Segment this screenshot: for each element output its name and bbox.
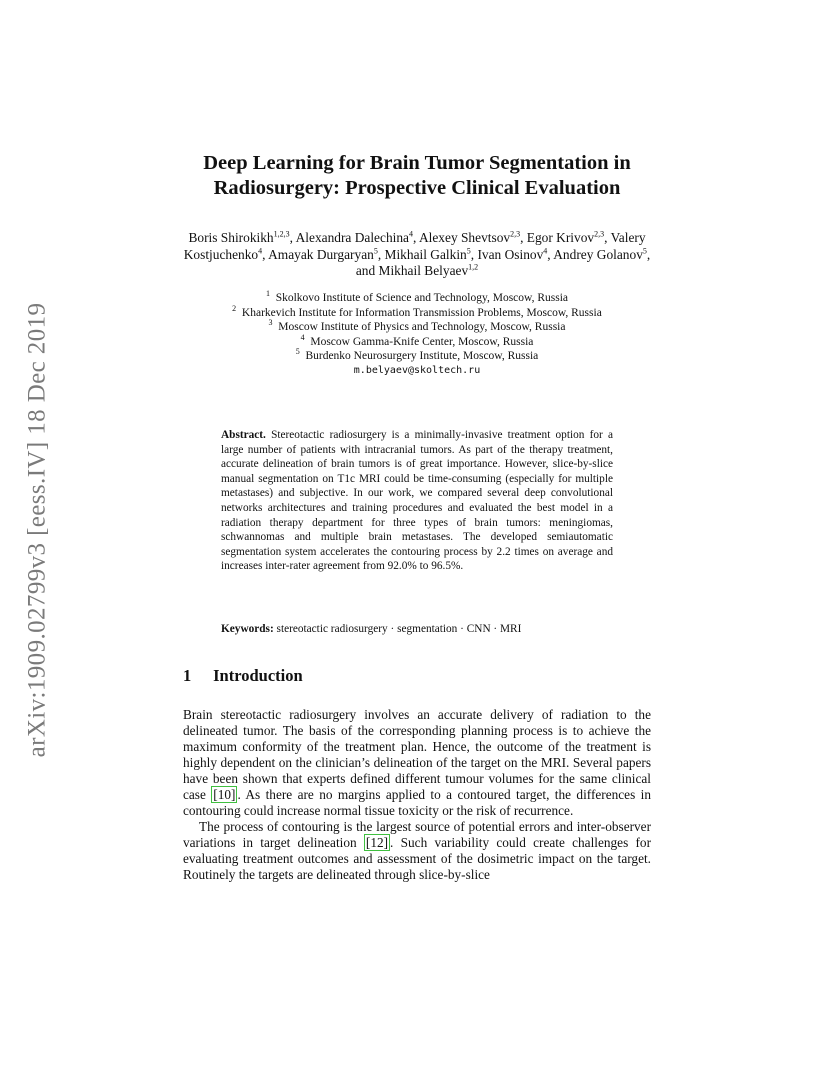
affiliation-text: Burdenko Neurosurgery Institute, Moscow, Russia [305,350,539,363]
affiliation-text: Moscow Gamma-Knife Center, Moscow, Russia [310,335,534,348]
author-name: Boris Shirokikh [188,230,274,245]
paragraph-text: Brain stereotactic radiosurgery involves an accurate delivery of radiation to the delineated tumor. The basis of the corresponding planning process is to achieve the maximum conformity of the treatment plan. Hence, the outcome of the treatment is highly dependent on the clinician’s delineation of the target on the MRI. Several papers have been shown that experts defined different tumour volumes for the same clinical case [183,707,651,802]
affiliation-text: Kharkevich Institute for Information Transmission Problems, Moscow, Russia [241,306,602,319]
affiliation-text: Moscow Institute of Physics and Technology, Moscow, Russia [278,321,566,334]
author-name: Amayak Durgaryan [268,246,374,262]
affiliation-marker: 1,2 [468,262,479,272]
affiliation-number: 2 [232,303,237,313]
arxiv-identifier [14,285,60,775]
author-name: Ivan Osinov [477,246,544,262]
citation-link[interactable]: [10] [213,787,236,802]
paragraph-text: . Such variability could create challenges for evaluating treatment outcomes and assessment of the dosimetric impact on the target. Routinely the targets are delineated through slice-by-slice [183,835,651,882]
abstract [221,428,613,574]
author-list: Boris Shirokikh$^{1,2,3}$, Alexandra Dalechina$^4$, Alexey Shevtsov$^{2,3}$, Egor Krivov$^{2,3}$, Valery Kostjuchenko$^4$, Amayak Durgaryan$^5$, Mikhail Galkin$^5$, Ivan Osinov$^4$, Andrey Golanov$^5$, and Mikhail Belyaev$^{1,2}$ [183,229,651,278]
affiliation-marker: 5 [642,246,647,256]
affiliation-marker: 2,3 [594,229,605,239]
affiliation-marker: 4 [543,246,548,256]
author-name: Valery Kostjuchenko [183,230,646,262]
keywords [221,622,613,637]
author-name: Mikhail Galkin [384,246,467,262]
affiliation-marker: 5 [373,246,378,256]
paper-title: Deep Learning for Brain Tumor Segmentation in Radiosurgery: Prospective Clinical Evaluation [203,152,631,199]
author-name: Alexandra Dalechina [295,230,409,245]
affiliation-line [183,349,651,364]
author-name: Andrey Golanov [553,246,643,262]
keywords-label: Keywords: [221,623,274,635]
keywords-text: stereotactic radiosurgery · segmentation · CNN · MRI [276,623,522,635]
section-heading [183,666,303,686]
affiliation-marker: 4 [409,229,413,239]
paragraph-text: . As there are no margins applied to a contoured target, the differences in contouring could increase normal tissue toxicity or the risk of recurrence. [183,787,651,818]
paragraph [183,707,651,819]
section-number: 1 [183,666,192,685]
citation-link[interactable]: [12] [365,835,389,850]
affiliation-marker: 1,2,3 [273,229,290,239]
affiliation-marker: 4 [258,246,263,256]
abstract-label: Abstract. [221,429,266,441]
affiliation-text: Skolkovo Institute of Science and Technology, Moscow, Russia [275,292,569,304]
affiliation-line [183,320,651,335]
body-text [183,707,651,883]
affiliation-line [183,332,651,350]
affiliation-number: 5 [295,347,300,357]
contact-email: m.belyaev@skoltech.ru [353,364,481,376]
affiliation-marker: 5 [466,246,471,256]
paragraph [183,819,651,883]
author-name: Mikhail Belyaev [378,263,469,278]
paragraph-text: The process of contouring is the largest source of potential errors and inter-observer variations in target delineation [183,819,651,850]
affiliation-line [183,291,651,306]
affiliation-list [183,291,651,379]
affiliation-number: 4 [300,332,305,342]
affiliations [183,291,651,364]
author-name: Alexey Shevtsov [418,230,511,245]
affiliation-number: 1 [265,289,270,299]
affiliation-number: 3 [268,318,273,328]
affiliation-line [183,303,651,321]
abstract-text: Stereotactic radiosurgery is a minimally-invasive treatment option for a large number of patients with intracranial tumors. As part of the therapy treatment, accurate delineation of brain tumors is of great importance. However, slice-by-slice manual segmentation on T1c MRI could be time-consuming (especially for multiple metastases) and subjective. In our work, we compared several deep convolutional networks architectures and training procedures and evaluated the best model in a radiation therapy department for three types of brain tumors: meningiomas, schwannomas and multiple brain metastases. The developed semiautomatic segmentation system accelerates the contouring process by 2.2 times on average and increases inter-rater agreement from 92.0% to 96.5%. [221,429,613,573]
arxiv-id-text: arXiv:1909.02799v3 [eess.IV] 18 Dec 2019 [23,302,51,758]
author-name: Egor Krivov [526,230,595,245]
affiliation-marker: 2,3 [510,229,521,239]
section-title: Introduction [213,666,303,685]
